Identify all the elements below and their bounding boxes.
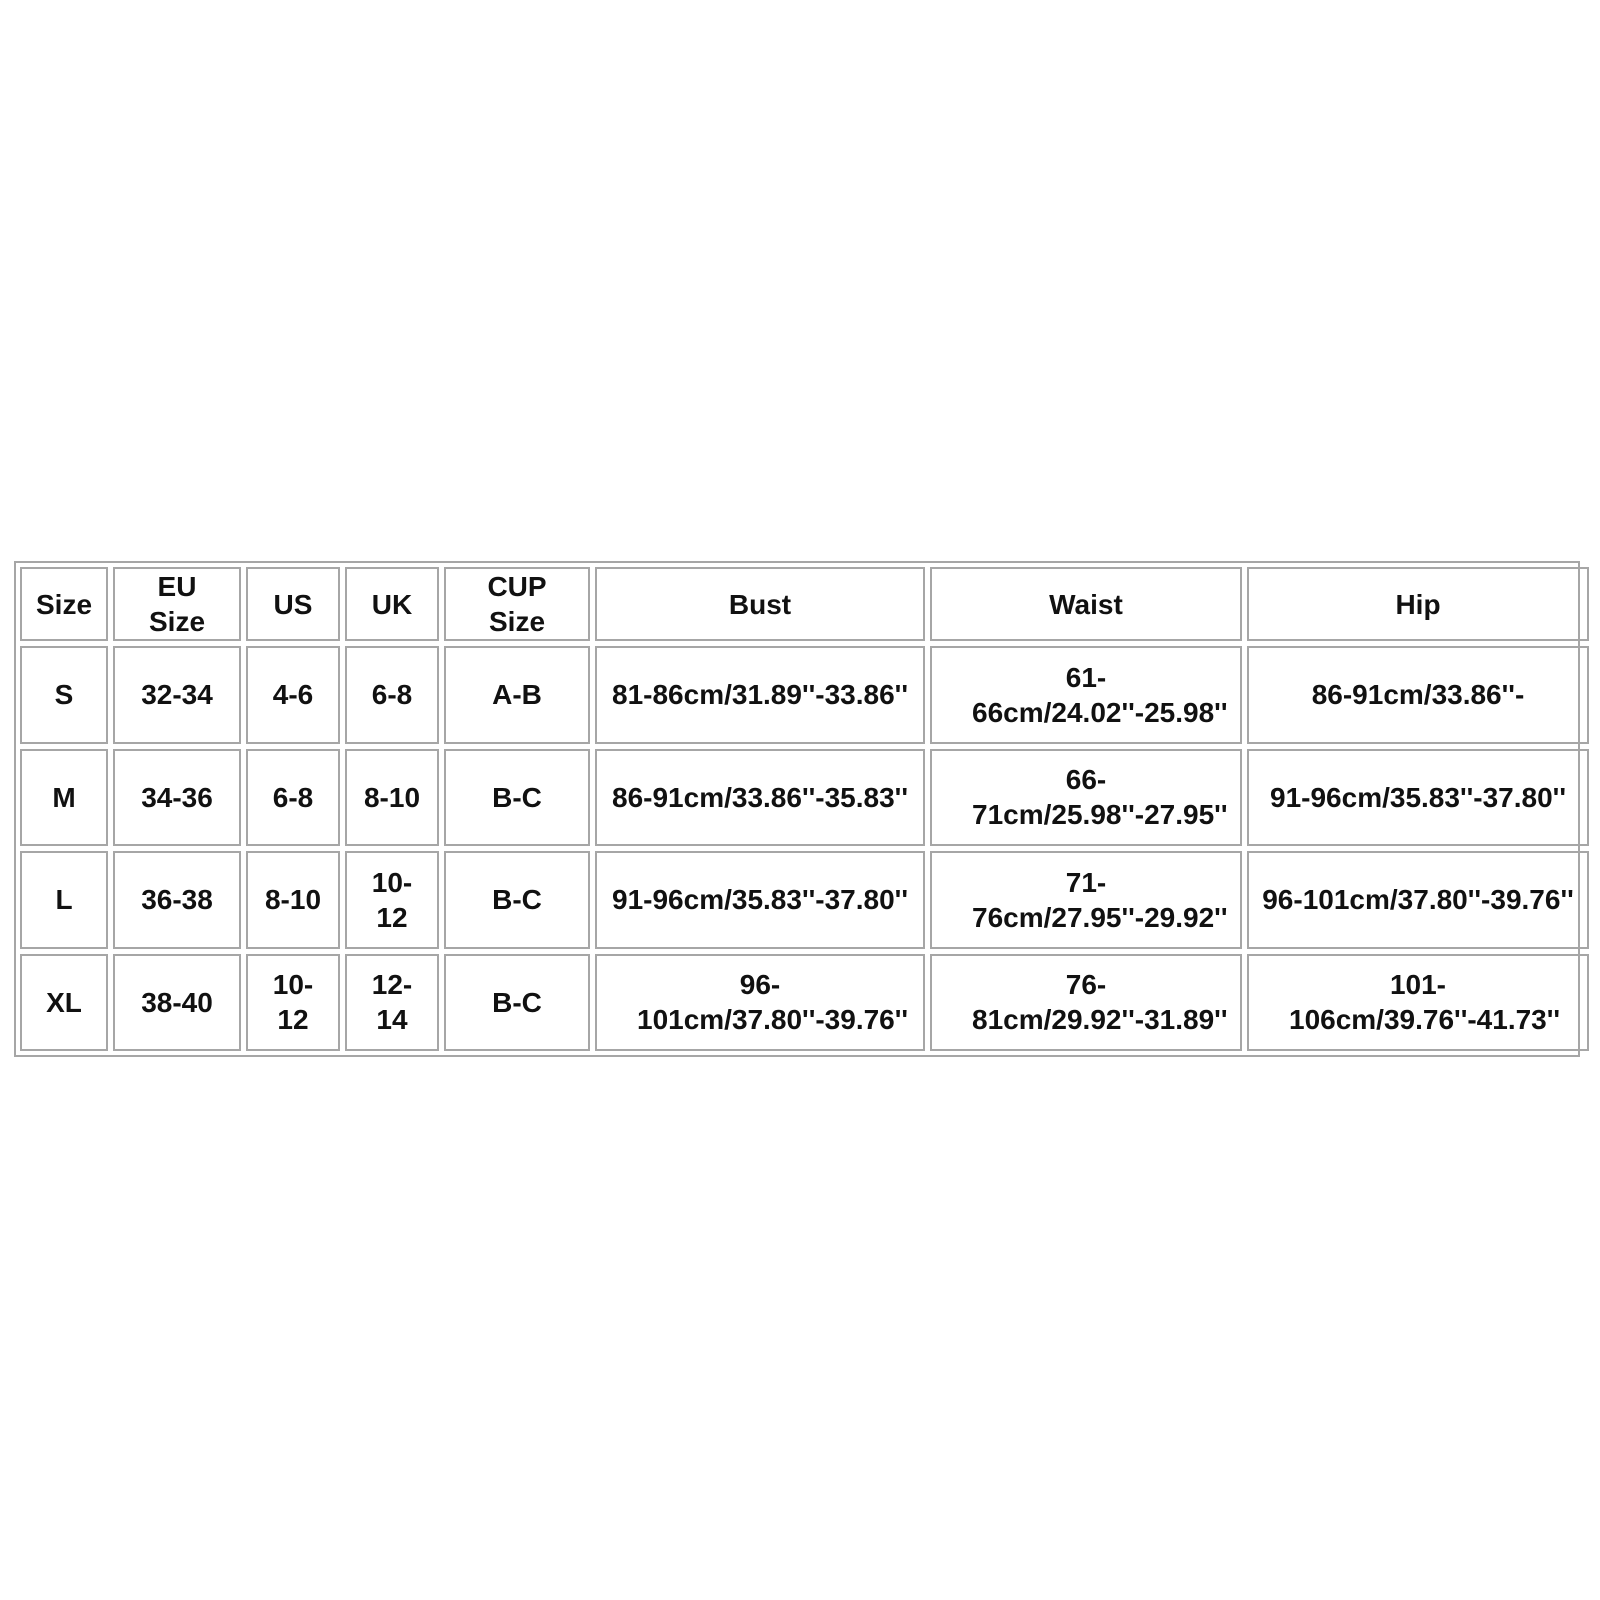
header-row (20, 567, 1589, 641)
cell-cup-size: A-B (444, 646, 590, 744)
header-eu-size: EU Size (113, 567, 241, 641)
cell-bust: 91-96cm/35.83''-37.80'' (595, 851, 925, 949)
cell-eu-size: 34-36 (113, 749, 241, 847)
table-row (20, 646, 1589, 744)
cell-bust: 96-101cm/37.80''-39.76'' (595, 954, 925, 1052)
cell-us: 6-8 (246, 749, 340, 847)
header-size: Size (20, 567, 108, 641)
header-uk: UK (345, 567, 439, 641)
size-chart-frame (14, 561, 1580, 1057)
header-cup-size: CUP Size (444, 567, 590, 641)
cell-uk: 10-12 (345, 851, 439, 949)
cell-hip: 86-91cm/33.86''- (1247, 646, 1589, 744)
cell-us: 4-6 (246, 646, 340, 744)
cell-hip: 101-106cm/39.76''-41.73'' (1247, 954, 1589, 1052)
cell-cup-size: B-C (444, 954, 590, 1052)
header-bust: Bust (595, 567, 925, 641)
cell-waist: 71-76cm/27.95''-29.92'' (930, 851, 1242, 949)
cell-uk: 12-14 (345, 954, 439, 1052)
cell-waist: 61-66cm/24.02''-25.98'' (930, 646, 1242, 744)
cell-cup-size: B-C (444, 851, 590, 949)
table-row (20, 749, 1589, 847)
header-waist: Waist (930, 567, 1242, 641)
cell-us: 8-10 (246, 851, 340, 949)
cell-size: L (20, 851, 108, 949)
cell-size: S (20, 646, 108, 744)
cell-waist: 66-71cm/25.98''-27.95'' (930, 749, 1242, 847)
cell-bust: 86-91cm/33.86''-35.83'' (595, 749, 925, 847)
cell-size: XL (20, 954, 108, 1052)
header-us: US (246, 567, 340, 641)
cell-bust: 81-86cm/31.89''-33.86'' (595, 646, 925, 744)
cell-eu-size: 32-34 (113, 646, 241, 744)
cell-uk: 8-10 (345, 749, 439, 847)
cell-hip: 91-96cm/35.83''-37.80'' (1247, 749, 1589, 847)
cell-cup-size: B-C (444, 749, 590, 847)
table-row (20, 851, 1589, 949)
cell-size: M (20, 749, 108, 847)
size-chart-table (15, 562, 1594, 1056)
cell-us: 10-12 (246, 954, 340, 1052)
header-hip: Hip (1247, 567, 1589, 641)
table-row (20, 954, 1589, 1052)
cell-eu-size: 38-40 (113, 954, 241, 1052)
cell-eu-size: 36-38 (113, 851, 241, 949)
cell-waist: 76-81cm/29.92''-31.89'' (930, 954, 1242, 1052)
cell-uk: 6-8 (345, 646, 439, 744)
cell-hip: 96-101cm/37.80''-39.76'' (1247, 851, 1589, 949)
